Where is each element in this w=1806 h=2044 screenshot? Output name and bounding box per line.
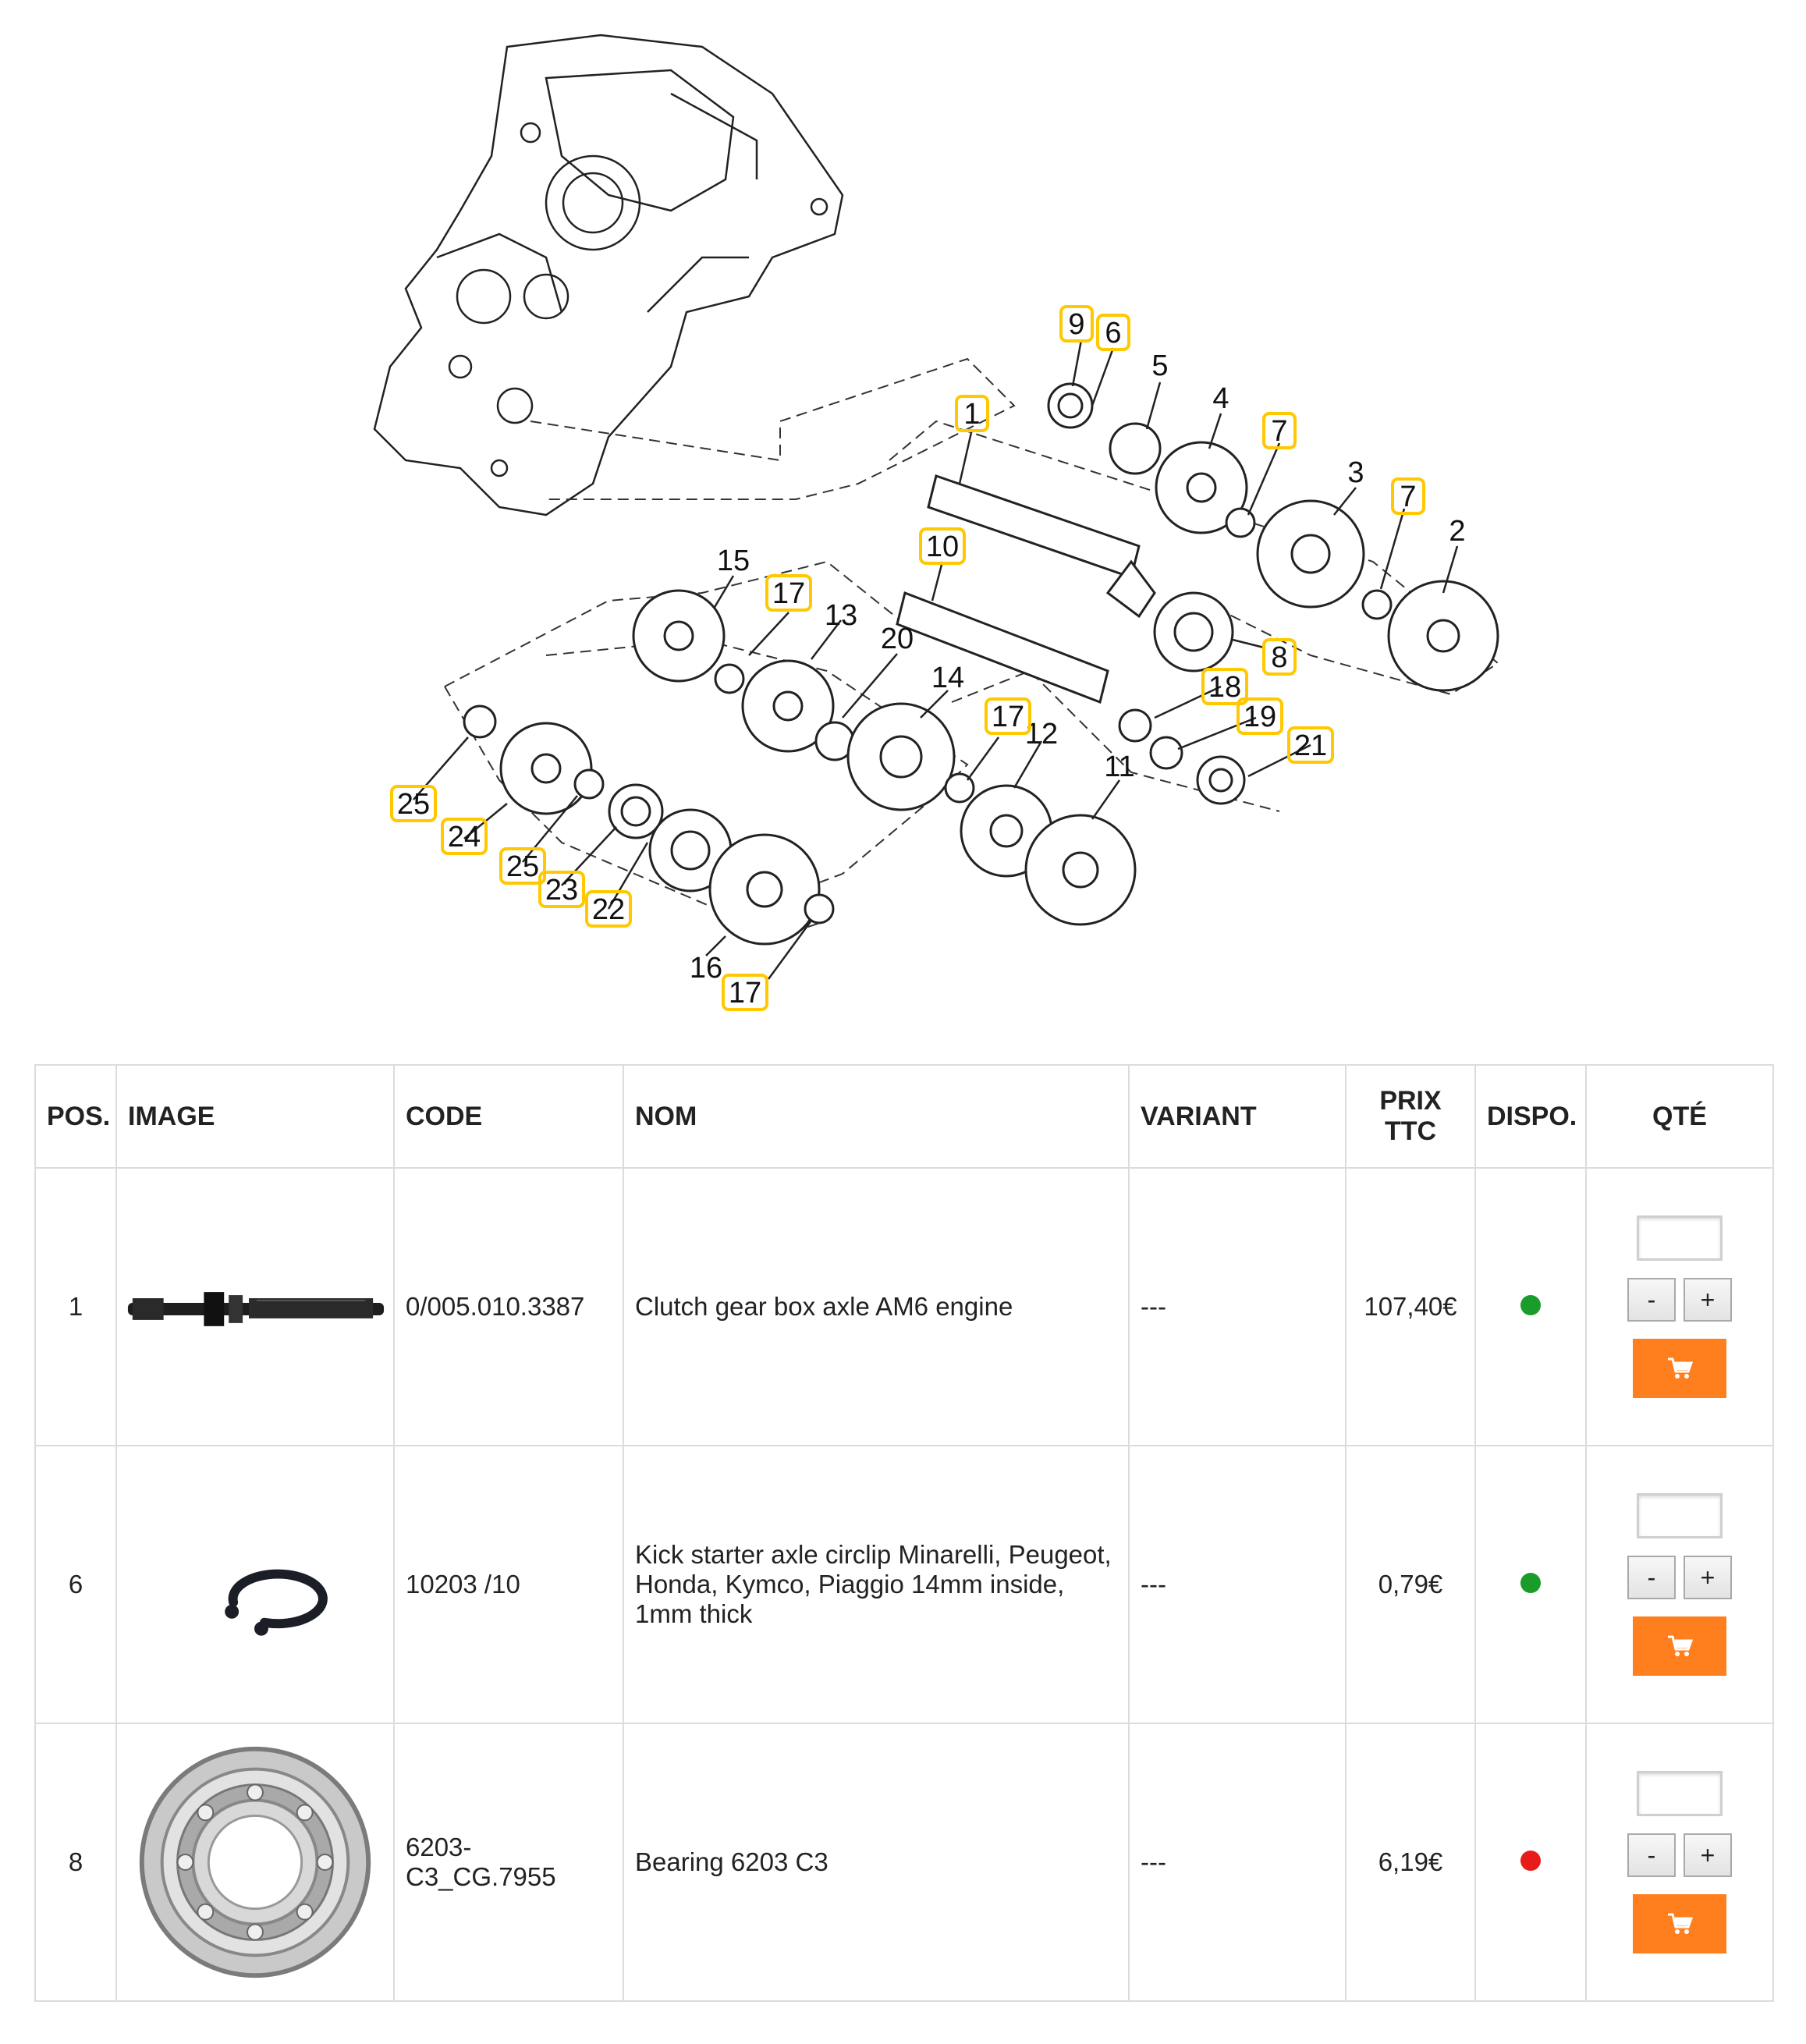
callout-7 — [1393, 479, 1424, 513]
qty-stepper — [1627, 1556, 1732, 1599]
callout-1 — [956, 396, 988, 431]
callout-number: 22 — [591, 893, 626, 926]
decrement-button[interactable]: - — [1627, 1833, 1676, 1877]
row-variant: --- — [1129, 1168, 1346, 1446]
quantity-input[interactable] — [1637, 1771, 1723, 1816]
callout-25 — [392, 786, 435, 821]
callout-number: 15 — [716, 545, 750, 577]
callout-number: 18 — [1208, 671, 1242, 704]
header-prix-line1: PRIX — [1379, 1086, 1442, 1116]
availability-dot — [1520, 1573, 1541, 1593]
availability-dot — [1520, 1295, 1541, 1315]
callout-number: 25 — [396, 788, 431, 821]
qty-controls — [1598, 1215, 1762, 1398]
shopping-cart-icon — [1666, 1912, 1693, 1936]
row-pos: 1 — [35, 1168, 116, 1446]
callout-14 — [931, 662, 964, 694]
header-qty: QTÉ — [1586, 1065, 1773, 1168]
callout-17 — [767, 576, 811, 610]
callout-number: 11 — [1104, 751, 1135, 783]
callout-16 — [690, 952, 722, 985]
qty-stepper — [1627, 1833, 1732, 1877]
callout-number: 12 — [1024, 718, 1059, 751]
header-prix — [1346, 1065, 1475, 1168]
callout-7 — [1264, 413, 1295, 448]
callout-number: 16 — [689, 952, 723, 985]
row-nom: Bearing 6203 C3 — [623, 1723, 1129, 2001]
quantity-input[interactable] — [1637, 1493, 1723, 1538]
row-variant: --- — [1129, 1723, 1346, 2001]
callout-number: 24 — [447, 821, 481, 853]
callout-15 — [717, 545, 750, 577]
callout-24 — [442, 819, 486, 853]
row-pos: 8 — [35, 1723, 116, 2001]
circlip-photo — [117, 1446, 393, 1723]
shaft-photo — [117, 1169, 393, 1445]
callout-number: 8 — [1271, 641, 1288, 674]
callout-9 — [1061, 307, 1092, 341]
callout-number: 25 — [506, 850, 540, 883]
table-row — [35, 1446, 1773, 1723]
header-variant: VARIANT — [1129, 1065, 1346, 1168]
callout-number: 10 — [925, 531, 960, 563]
increment-button[interactable]: + — [1684, 1833, 1732, 1877]
header-pos: POS. — [35, 1065, 116, 1168]
callout-number: 7 — [1400, 481, 1417, 513]
callout-number: 19 — [1243, 701, 1277, 733]
row-code: 10203 /10 — [394, 1446, 623, 1723]
callout-25 — [501, 849, 545, 883]
header-code: CODE — [394, 1065, 623, 1168]
callout-5 — [1151, 350, 1168, 382]
header-prix-line2: TTC — [1384, 1116, 1437, 1146]
callout-10 — [921, 529, 964, 563]
callout-6 — [1098, 315, 1129, 350]
callout-number: 5 — [1151, 350, 1169, 382]
callout-number: 13 — [824, 599, 858, 632]
callout-20 — [881, 623, 914, 655]
crankcase-drawing — [374, 35, 843, 515]
shopping-cart-icon — [1666, 1357, 1693, 1380]
callout-number: 3 — [1347, 456, 1364, 489]
product-image-shaft[interactable] — [116, 1168, 394, 1446]
callout-21 — [1289, 728, 1332, 762]
callout-17 — [986, 699, 1030, 733]
callout-2 — [1449, 515, 1465, 548]
add-to-cart-button[interactable] — [1633, 1339, 1726, 1398]
decrement-button[interactable]: - — [1627, 1556, 1676, 1599]
row-price: 0,79€ — [1346, 1446, 1475, 1723]
callout-number: 2 — [1449, 515, 1466, 548]
callout-22 — [587, 892, 630, 926]
decrement-button[interactable]: - — [1627, 1278, 1676, 1322]
product-image-bearing[interactable] — [116, 1723, 394, 2001]
callout-17 — [723, 975, 767, 1010]
product-image-circlip[interactable] — [116, 1446, 394, 1723]
add-to-cart-button[interactable] — [1633, 1616, 1726, 1676]
row-price: 6,19€ — [1346, 1723, 1475, 2001]
table-row — [35, 1168, 1773, 1446]
availability-dot — [1520, 1851, 1541, 1871]
callout-3 — [1347, 456, 1364, 489]
row-nom: Kick starter axle circlip Minarelli, Peugeot, Honda, Kymco, Piaggio 14mm inside, 1mm thick — [623, 1446, 1129, 1723]
callout-number: 17 — [772, 577, 806, 610]
table-header-row — [35, 1065, 1773, 1168]
bearing-photo — [117, 1724, 393, 2000]
row-nom: Clutch gear box axle AM6 engine — [623, 1168, 1129, 1446]
callout-number: 21 — [1293, 729, 1328, 762]
callout-number: 20 — [880, 623, 914, 655]
row-price: 107,40€ — [1346, 1168, 1475, 1446]
increment-button[interactable]: + — [1684, 1278, 1732, 1322]
header-dispo: DISPO. — [1475, 1065, 1586, 1168]
row-code: 0/005.010.3387 — [394, 1168, 623, 1446]
callout-11 — [1104, 751, 1134, 783]
callout-19 — [1238, 699, 1282, 733]
callout-number: 23 — [545, 874, 579, 907]
callout-number: 17 — [728, 977, 762, 1010]
callout-4 — [1212, 382, 1229, 415]
header-image: IMAGE — [116, 1065, 394, 1168]
callout-13 — [825, 599, 857, 632]
callout-number: 7 — [1271, 415, 1288, 448]
callout-labels — [392, 307, 1466, 1010]
callout-8 — [1264, 640, 1295, 674]
qty-stepper — [1627, 1278, 1732, 1322]
row-code: 6203-C3_CG.7955 — [394, 1723, 623, 2001]
callout-number: 17 — [991, 701, 1025, 733]
qty-controls — [1598, 1493, 1762, 1676]
row-pos: 6 — [35, 1446, 116, 1723]
row-variant: --- — [1129, 1446, 1346, 1723]
add-to-cart-button[interactable] — [1633, 1894, 1726, 1954]
callout-number: 14 — [931, 662, 965, 694]
table-row — [35, 1723, 1773, 2001]
callout-number: 4 — [1212, 382, 1229, 415]
shopping-cart-icon — [1666, 1634, 1693, 1658]
parts-table — [34, 1064, 1774, 2002]
callout-number: 9 — [1068, 308, 1085, 341]
increment-button[interactable]: + — [1684, 1556, 1732, 1599]
callout-number: 6 — [1105, 317, 1122, 350]
callout-23 — [540, 872, 584, 907]
quantity-input[interactable] — [1637, 1215, 1723, 1261]
header-nom: NOM — [623, 1065, 1129, 1168]
qty-controls — [1598, 1771, 1762, 1954]
callout-number: 1 — [963, 398, 981, 431]
